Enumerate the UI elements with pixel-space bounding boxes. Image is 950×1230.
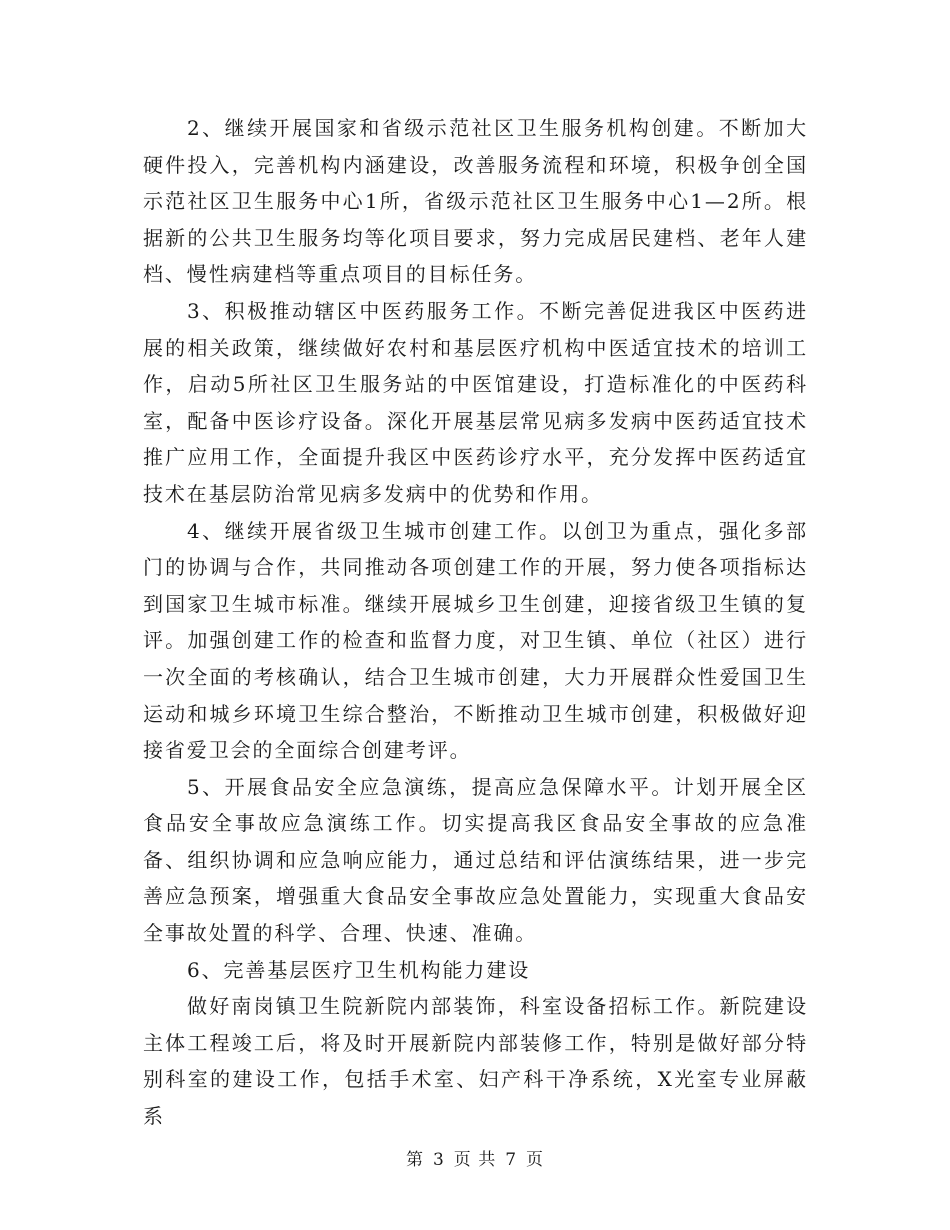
paragraph-item-5: 5、开展食品安全应急演练，提高应急保障水平。计划开展全区食品安全事故应急演练工作。切实提高我区食品安全事故的应急准备、组织协调和应急响应能力，通过总结和评估演练结果，进一步完善应急预案，增强重大食品安全事故应急处置能力，实现重大食品安全事故处置的科学、合理、快速、准确。 xyxy=(143,774,808,946)
page-label-prefix: 第 xyxy=(405,1150,424,1170)
paragraph-item-3: 3、积极推动辖区中医药服务工作。不断完善促进我区中医药进展的相关政策，继续做好农村和基层医疗机构中医适宜技术的培训工作，启动5所社区卫生服务站的中医馆建设，打造标准化的中医药科室，配备中医诊疗设备。深化开展基层常见病多发病中医药适宜技术推广应用工作，全面提升我区中医药诊疗水平，充分发挥中医药适宜技术在基层防治常见病多发病中的优势和作用。 xyxy=(143,298,808,506)
paragraph-item-2: 2、继续开展国家和省级示范社区卫生服务机构创建。不断加大硬件投入，完善机构内涵建设，改善服务流程和环境，积极争创全国示范社区卫生服务中心1所，省级示范社区卫生服务中心1—2所。根据新的公共卫生服务均等化项目要求，努力完成居民建档、老年人建档、慢性病建档等重点项目的目标任务。 xyxy=(143,116,808,287)
current-page-number: 3 xyxy=(432,1150,445,1170)
paragraph-body-6: 做好南岗镇卫生院新院内部装饰，科室设备招标工作。新院建设主体工程竣工后，将及时开展新院内部装修工作，特别是做好部分特别科室的建设工作，包括手术室、妇产科干净系统，X光室专业屏蔽系 xyxy=(143,994,808,1129)
page-footer xyxy=(0,1145,950,1170)
document-body xyxy=(143,110,808,1135)
paragraph-item-4: 4、继续开展省级卫生城市创建工作。以创卫为重点，强化多部门的协调与合作，共同推动各项创建工作的开展，努力使各项指标达到国家卫生城市标准。继续开展城乡卫生创建，迎接省级卫生镇的复评。加强创建工作的检查和监督力度，对卫生镇、单位（社区）进行一次全面的考核确认，结合卫生城市创建，大力开展群众性爱国卫生运动和城乡环境卫生综合整治，不断推动卫生城市创建，积极做好迎接省爱卫会的全面综合创建考评。 xyxy=(143,518,808,763)
page-label-mid: 页 共 xyxy=(453,1150,497,1170)
page-label-suffix: 页 xyxy=(526,1150,545,1170)
section-heading-6: 6、完善基层医疗卫生机构能力建设 xyxy=(187,957,531,982)
total-pages-number: 7 xyxy=(505,1150,518,1170)
